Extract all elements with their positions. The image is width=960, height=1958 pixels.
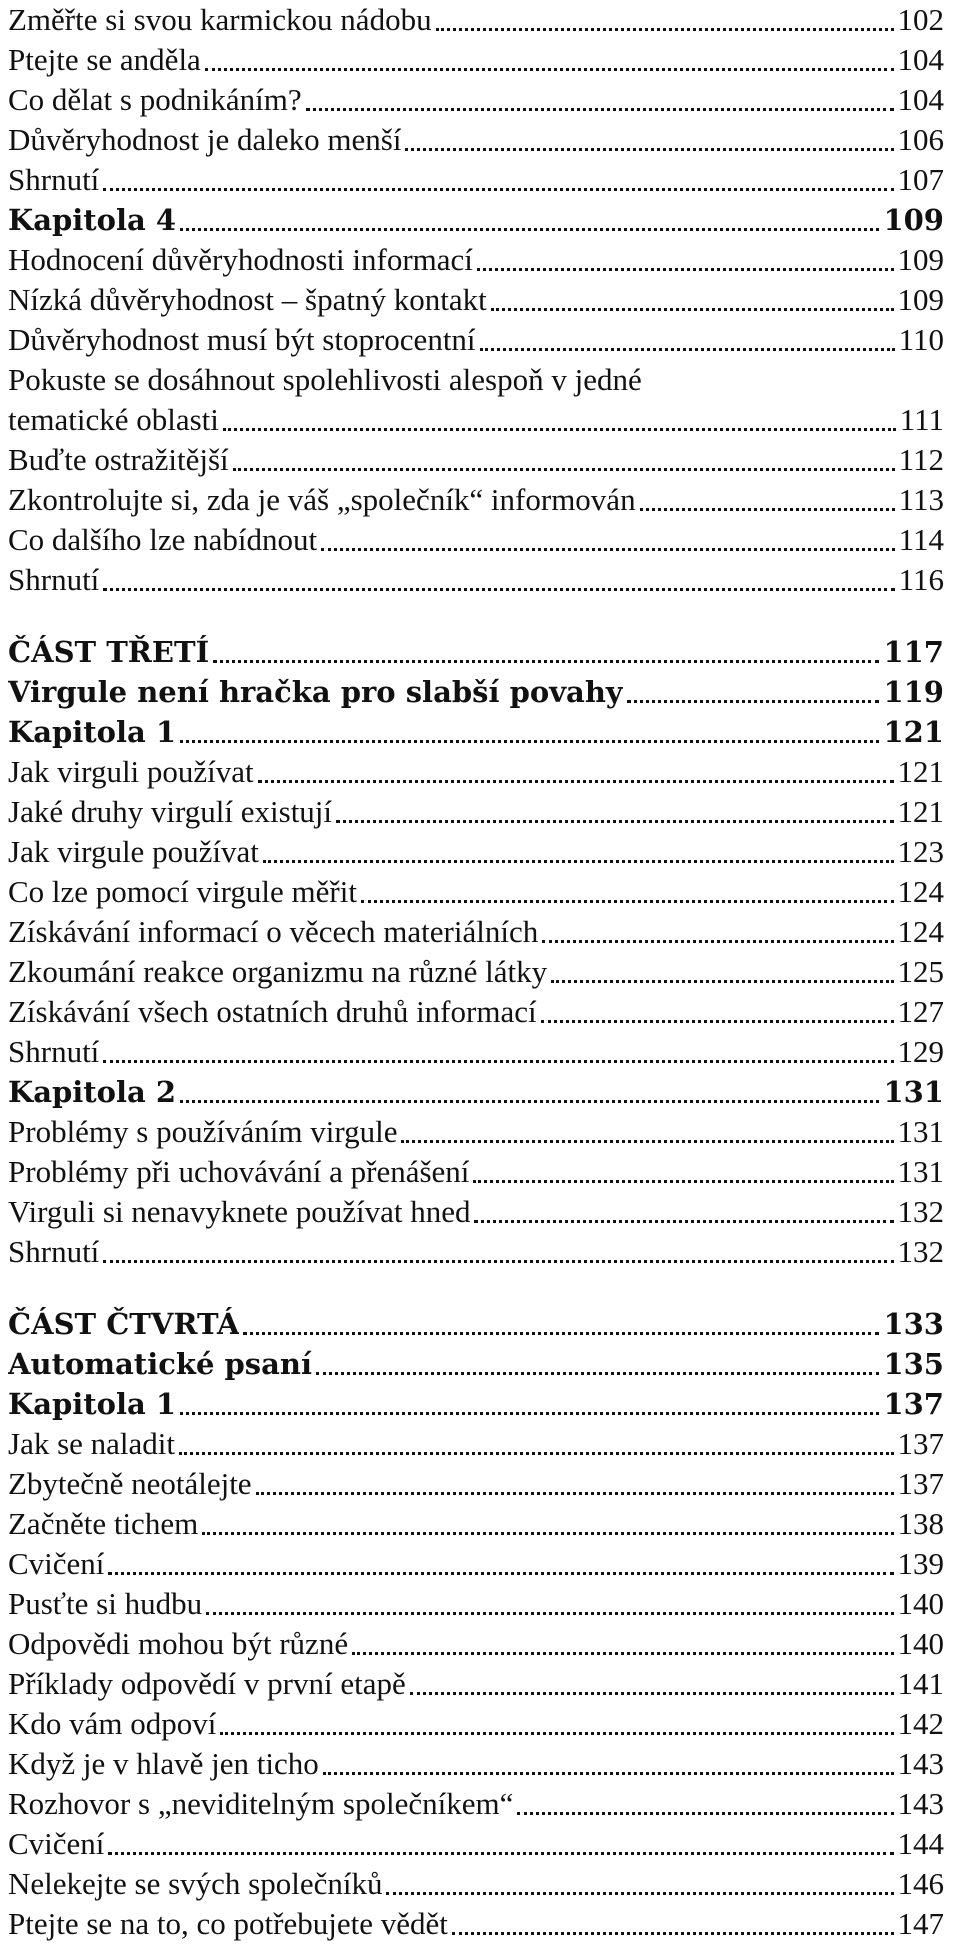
toc-entry-title: Co dělat s podnikáním? [8,82,302,117]
toc-entry-title: Zkontrolujte si, zda je váš „společník“ informován [8,482,636,517]
toc-entry-page: 114 [898,522,944,557]
toc-entry-title: Co dalšího lze nabídnout [8,522,318,557]
toc-entry[interactable] [8,520,944,560]
toc-entry[interactable] [8,1584,944,1624]
toc-entry-title: Kapitola 1 [8,1387,177,1421]
toc-group-2 [8,440,944,600]
toc-entry[interactable] [8,1504,944,1544]
toc-entry-page: 140 [897,1586,944,1621]
dot-leader [352,1652,893,1655]
dot-leader [541,1020,894,1023]
toc-entry-title: Jak virguli používat [8,754,254,789]
toc-entry-title: Důvěryhodnost je daleko menší [8,122,402,157]
toc-entry[interactable] [8,792,944,832]
dot-leader [243,1332,879,1335]
toc-entry[interactable] [8,1032,944,1072]
toc-group-4 [8,1304,944,1944]
toc-entry-title: Když je v hlavě jen ticho [8,1746,319,1781]
toc-entry-page: 138 [897,1506,944,1541]
dot-leader [410,1692,894,1695]
dot-leader [263,860,894,863]
dot-leader [180,740,879,743]
toc-entry-title: Získávání všech ostatních druhů informací [8,994,537,1029]
toc-entry[interactable] [8,1544,944,1584]
dot-leader [473,1180,893,1183]
toc-entry-title: tematické oblasti [8,402,219,437]
toc-entry-title: Nelekejte se svých společníků [8,1866,383,1901]
toc-entry-title: Jaké druhy virgulí existují [8,794,333,829]
table-of-contents [8,0,944,1944]
toc-entry-title: Ptejte se anděla [8,42,201,77]
toc-entry-page: 109 [897,242,944,277]
dot-leader [336,820,893,823]
toc-entry-title: Jak virgule používat [8,834,259,869]
toc-entry[interactable] [8,560,944,600]
toc-entry-page: 127 [897,994,944,1029]
dot-leader [213,660,879,663]
toc-heading[interactable] [8,1304,944,1344]
toc-entry[interactable] [8,320,944,360]
dot-leader [491,308,894,311]
toc-entry[interactable] [8,1424,944,1464]
toc-heading[interactable] [8,1344,944,1384]
dot-leader [477,268,894,271]
toc-entry[interactable] [8,240,944,280]
toc-entry-title: Problémy s používáním virgule [8,1114,398,1149]
toc-entry-page: 132 [897,1194,944,1229]
toc-heading[interactable] [8,712,944,752]
toc-entry-page: 110 [898,322,944,357]
toc-entry-page: 133 [883,1307,944,1341]
toc-entry-title: Zbytečně neotálejte [8,1466,252,1501]
toc-entry[interactable] [8,992,944,1032]
toc-entry-title: ČÁST TŘETÍ [8,635,210,669]
toc-entry-page: 131 [897,1154,944,1189]
toc-group-1 [8,0,944,360]
toc-entry[interactable] [8,480,944,520]
toc-entry-title: Rozhovor s „neviditelným společníkem“ [8,1786,514,1821]
toc-entry[interactable] [8,912,944,952]
toc-entry-page: 104 [897,42,944,77]
toc-entry-page: 107 [897,162,944,197]
dot-leader [306,108,894,111]
toc-entry-multiline[interactable] [8,360,944,400]
dot-leader [223,428,896,431]
dot-leader [323,1772,894,1775]
toc-entry-title: Nízká důvěryhodnost – špatný kontakt [8,282,487,317]
toc-entry[interactable] [8,1624,944,1664]
dot-leader [258,780,894,783]
toc-entry-title: Odpovědi mohou být různé [8,1626,349,1661]
toc-entry[interactable] [8,1232,944,1272]
dot-leader [202,1532,893,1535]
toc-entry-title: Změřte si svou karmickou nádobu [8,2,432,37]
dot-leader [405,148,893,151]
toc-entry-title: Cvičení [8,1546,105,1581]
toc-entry[interactable] [8,0,944,40]
toc-entry-page: 147 [897,1906,944,1941]
toc-entry-title: Cvičení [8,1826,105,1861]
dot-leader [103,188,893,191]
toc-entry-title: Shrnutí [8,1234,100,1269]
section-gap [8,1272,944,1304]
toc-entry[interactable] [8,1112,944,1152]
dot-leader [233,468,895,471]
toc-entry-page: 132 [897,1234,944,1269]
toc-entry-page: 131 [897,1114,944,1149]
toc-entry-page: 141 [897,1666,944,1701]
toc-heading[interactable] [8,632,944,672]
toc-entry-page: 142 [897,1706,944,1741]
toc-entry[interactable] [8,1704,944,1744]
toc-entry-page: 123 [897,834,944,869]
toc-entry-title: Shrnutí [8,562,100,597]
dot-leader [103,588,894,591]
toc-entry-page: 106 [897,122,944,157]
toc-entry-title: Kapitola 4 [8,203,177,237]
toc-entry-title: Pokuste se dosáhnout spolehlivosti alespoň v jedné [8,362,642,397]
dot-leader [542,940,893,943]
toc-entry-title: Důvěryhodnost musí být stoprocentní [8,322,476,357]
toc-entry[interactable] [8,120,944,160]
dot-leader [480,348,895,351]
toc-entry-page: 111 [899,402,944,437]
dot-leader [180,228,879,231]
toc-entry-title: Co lze pomocí virgule měřit [8,874,357,909]
toc-entry[interactable] [8,80,944,120]
toc-entry-title: Začněte tichem [8,1506,199,1541]
toc-entry-page: 137 [897,1466,944,1501]
toc-entry[interactable] [8,1904,944,1944]
toc-entry-title: Jak se naladit [8,1426,176,1461]
toc-entry-page: 104 [897,82,944,117]
toc-entry-page: 119 [883,675,944,709]
dot-leader [436,28,894,31]
toc-entry-page: 140 [897,1626,944,1661]
toc-entry-title: Virgule není hračka pro slabší povahy [8,675,623,709]
toc-entry-page: 109 [883,203,944,237]
dot-leader [517,1812,893,1815]
toc-entry[interactable] [8,872,944,912]
toc-entry-multiline-cont[interactable] [8,400,944,440]
toc-heading[interactable] [8,200,944,240]
dot-leader [206,1612,893,1615]
toc-entry-title: ČÁST ČTVRTÁ [8,1307,240,1341]
dot-leader [551,980,893,983]
toc-entry[interactable] [8,1864,944,1904]
toc-entry-title: Shrnutí [8,162,100,197]
toc-entry-page: 135 [883,1347,944,1381]
toc-entry[interactable] [8,1824,944,1864]
toc-entry[interactable] [8,1784,944,1824]
toc-entry[interactable] [8,440,944,480]
toc-entry-page: 129 [897,1034,944,1069]
toc-entry-page: 137 [883,1387,944,1421]
toc-entry-title: Ptejte se na to, co potřebujete vědět [8,1906,448,1941]
toc-entry[interactable] [8,952,944,992]
toc-entry-page: 124 [897,914,944,949]
toc-entry[interactable] [8,280,944,320]
dot-leader [401,1140,893,1143]
toc-group-3 [8,632,944,1272]
dot-leader [180,1412,879,1415]
toc-entry-title: Zkoumání reakce organizmu na různé látky [8,954,548,989]
dot-leader [256,1492,894,1495]
toc-entry[interactable] [8,1664,944,1704]
toc-entry-page: 113 [898,482,944,517]
toc-entry-title: Automatické psaní [8,1347,313,1381]
toc-entry-page: 143 [897,1746,944,1781]
toc-entry-page: 116 [898,562,944,597]
toc-entry-page: 121 [897,794,944,829]
toc-entry-page: 102 [897,2,944,37]
toc-entry[interactable] [8,1152,944,1192]
toc-heading[interactable] [8,672,944,712]
toc-entry-page: 124 [897,874,944,909]
dot-leader [452,1932,894,1935]
toc-entry-page: 146 [897,1866,944,1901]
dot-leader [640,508,895,511]
dot-leader [321,548,895,551]
toc-entry-page: 131 [883,1075,944,1109]
toc-entry[interactable] [8,1464,944,1504]
toc-entry-page: 121 [897,754,944,789]
toc-entry[interactable] [8,1192,944,1232]
dot-leader [220,1732,893,1735]
dot-leader [108,1852,893,1855]
toc-entry-page: 121 [883,715,944,749]
toc-entry-page: 125 [897,954,944,989]
toc-entry-title: Shrnutí [8,1034,100,1069]
toc-entry-title: Hodnocení důvěryhodnosti informací [8,242,473,277]
toc-entry-title: Kapitola 1 [8,715,177,749]
toc-entry-title: Problémy při uchovávání a přenášení [8,1154,470,1189]
dot-leader [316,1372,879,1375]
toc-entry-title: Virguli si nenavyknete používat hned [8,1194,471,1229]
toc-entry[interactable] [8,40,944,80]
dot-leader [103,1060,893,1063]
toc-entry-title: Kdo vám odpoví [8,1706,217,1741]
toc-entry-title: Buďte ostražitější [8,442,229,477]
toc-entry-title: Kapitola 2 [8,1075,177,1109]
toc-entry[interactable] [8,160,944,200]
dot-leader [205,68,894,71]
dot-leader [361,900,894,903]
toc-heading[interactable] [8,1072,944,1112]
toc-entry-page: 144 [897,1826,944,1861]
section-gap [8,600,944,632]
toc-entry-page: 109 [897,282,944,317]
dot-leader [474,1220,893,1223]
toc-entry-page: 139 [897,1546,944,1581]
toc-heading[interactable] [8,1384,944,1424]
toc-entry-title: Příklady odpovědí v první etapě [8,1666,406,1701]
dot-leader [386,1892,893,1895]
dot-leader [180,1100,879,1103]
toc-entry-page: 117 [883,635,944,669]
toc-entry-page: 137 [897,1426,944,1461]
toc-entry-title: Pusťte si hudbu [8,1586,203,1621]
dot-leader [103,1260,893,1263]
toc-entry[interactable] [8,832,944,872]
dot-leader [179,1452,893,1455]
toc-entry-page: 143 [897,1786,944,1821]
dot-leader [627,700,880,703]
dot-leader [108,1572,893,1575]
toc-entry[interactable] [8,752,944,792]
toc-entry-title: Získávání informací o věcech materiálních [8,914,539,949]
toc-entry-page: 112 [898,442,944,477]
toc-entry[interactable] [8,1744,944,1784]
